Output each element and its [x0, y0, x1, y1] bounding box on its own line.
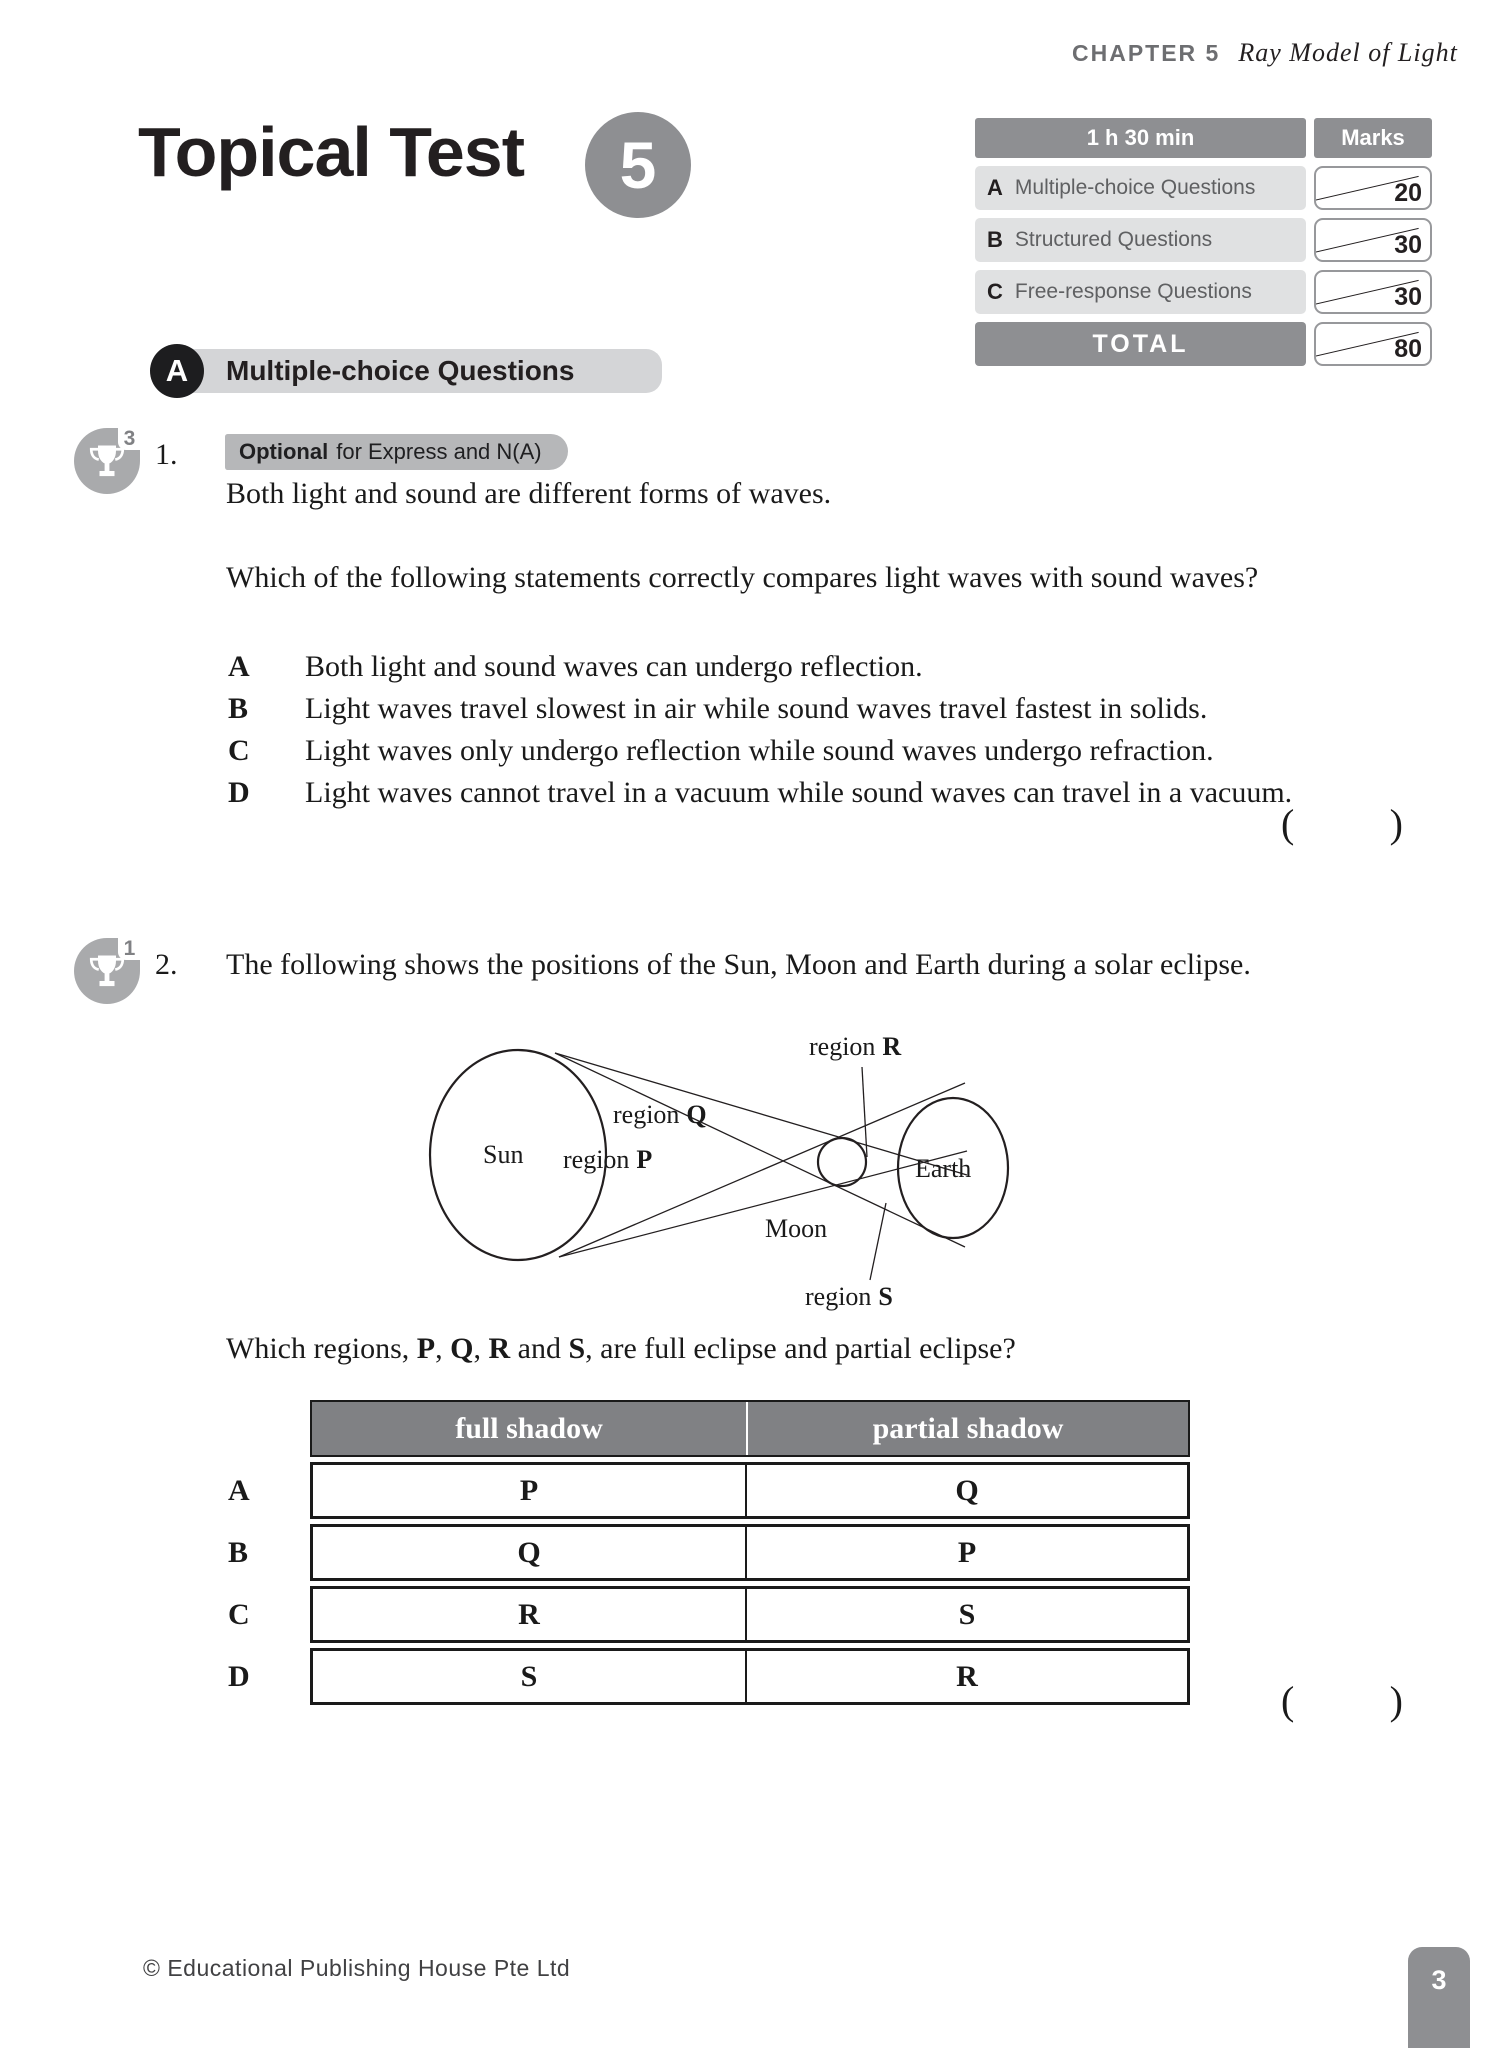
- marks-value: 30: [1394, 283, 1422, 311]
- moon-circle: [818, 1138, 866, 1186]
- total-marks-value: 80: [1394, 335, 1422, 363]
- total-label: TOTAL: [975, 322, 1306, 366]
- question-2-number: 2.: [155, 948, 178, 981]
- page-number: 3: [1431, 1965, 1447, 1995]
- solar-eclipse-diagram: [415, 1025, 1055, 1320]
- question-1-number: 1.: [155, 438, 178, 471]
- section-a-header: [150, 344, 662, 398]
- partial-shadow-header: partial shadow: [746, 1402, 1188, 1455]
- table-row: D S R: [228, 1648, 1190, 1705]
- optional-bold: Optional: [239, 439, 329, 464]
- optional-rest: for Express and N(A): [336, 439, 542, 464]
- page-number-tab: [1408, 1947, 1470, 2048]
- table-row: C R S: [228, 1586, 1190, 1643]
- duration-header: 1 h 30 min: [975, 118, 1306, 158]
- q1-intro: Both light and sound are different forms of waves.: [226, 477, 832, 510]
- section-title: Multiple-choice Questions: [164, 349, 662, 393]
- chapter-title: Ray Model of Light: [1238, 38, 1458, 67]
- marks-value: 30: [1394, 231, 1422, 259]
- q2-answer-bracket: ( ): [1281, 1678, 1403, 1723]
- moon-label: Moon: [765, 1214, 828, 1243]
- option-a: A Both light and sound waves can undergo reflection.: [228, 646, 1292, 688]
- test-number-badge: [585, 112, 691, 218]
- earth-label: Earth: [915, 1154, 972, 1183]
- marks-row-b: [975, 218, 1432, 262]
- q2-intro: The following shows the positions of the Sun, Moon and Earth during a solar eclipse.: [226, 948, 1251, 981]
- option-text: Light waves only undergo reflection while sound waves undergo refraction.: [305, 734, 1214, 767]
- region-r-label: region R: [809, 1032, 902, 1061]
- table-row: B Q P: [228, 1524, 1190, 1581]
- full-shadow-header: full shadow: [455, 1411, 603, 1445]
- row-label: Multiple-choice Questions: [1014, 176, 1256, 199]
- marks-row-c: [975, 270, 1432, 314]
- q1-question: Which of the following statements correctly compares light waves with sound waves?: [226, 561, 1259, 594]
- marks-box-total: [1314, 322, 1432, 366]
- sun-label: Sun: [483, 1140, 524, 1169]
- test-number: 5: [619, 128, 657, 202]
- page-title: Topical Test: [138, 113, 525, 191]
- trophy-points-badge: 1: [118, 937, 141, 960]
- chapter-label: CHAPTER 5: [1072, 40, 1221, 66]
- q1-options: [228, 646, 1292, 814]
- row-letter: C: [987, 279, 1003, 304]
- option-b: B Light waves travel slowest in air while sound waves travel fastest in solids.: [228, 688, 1292, 730]
- trophy-icon: [74, 428, 140, 494]
- row-label: Structured Questions: [1014, 228, 1213, 251]
- row-letter: B: [987, 227, 1003, 252]
- option-c: C Light waves only undergo reflection while sound waves undergo refraction.: [228, 730, 1292, 772]
- region-s-label: region S: [805, 1282, 893, 1311]
- marks-box-c: [1314, 270, 1432, 314]
- q2-question: Which regions, P, Q, R and S, are full eclipse and partial eclipse?: [226, 1332, 1016, 1365]
- row-label: Free-response Questions: [1014, 280, 1252, 303]
- chapter-header: [1072, 38, 1458, 68]
- option-text: Light waves cannot travel in a vacuum while sound waves can travel in a vacuum.: [305, 776, 1293, 809]
- option-text: Both light and sound waves can undergo reflection.: [305, 650, 923, 683]
- table-row: A P Q: [228, 1462, 1190, 1519]
- row-letter: A: [987, 175, 1003, 200]
- marks-box-a: [1314, 166, 1432, 210]
- region-q-label: region Q: [613, 1100, 707, 1129]
- marks-value: 20: [1394, 179, 1422, 207]
- option-text: Light waves travel slowest in air while sound waves travel fastest in solids.: [305, 692, 1208, 725]
- section-letter-badge: A: [150, 344, 204, 398]
- table-header-row: [310, 1400, 1190, 1457]
- marks-header: Marks: [1314, 118, 1432, 158]
- optional-badge: [225, 434, 568, 470]
- trophy-points-badge: 3: [118, 427, 141, 450]
- q2-answer-table: [228, 1400, 1190, 1705]
- region-s-pointer: [870, 1203, 886, 1280]
- q1-answer-bracket: ( ): [1281, 801, 1403, 846]
- marks-table: [975, 118, 1432, 374]
- trophy-icon: [74, 938, 140, 1004]
- copyright-footer: © Educational Publishing House Pte Ltd: [143, 1955, 571, 1981]
- marks-box-b: [1314, 218, 1432, 262]
- marks-total-row: [975, 322, 1432, 366]
- option-d: D Light waves cannot travel in a vacuum while sound waves can travel in a vacuum.: [228, 772, 1292, 814]
- marks-header-row: [975, 118, 1432, 158]
- marks-row-a: [975, 166, 1432, 210]
- region-p-label: region P: [563, 1145, 653, 1174]
